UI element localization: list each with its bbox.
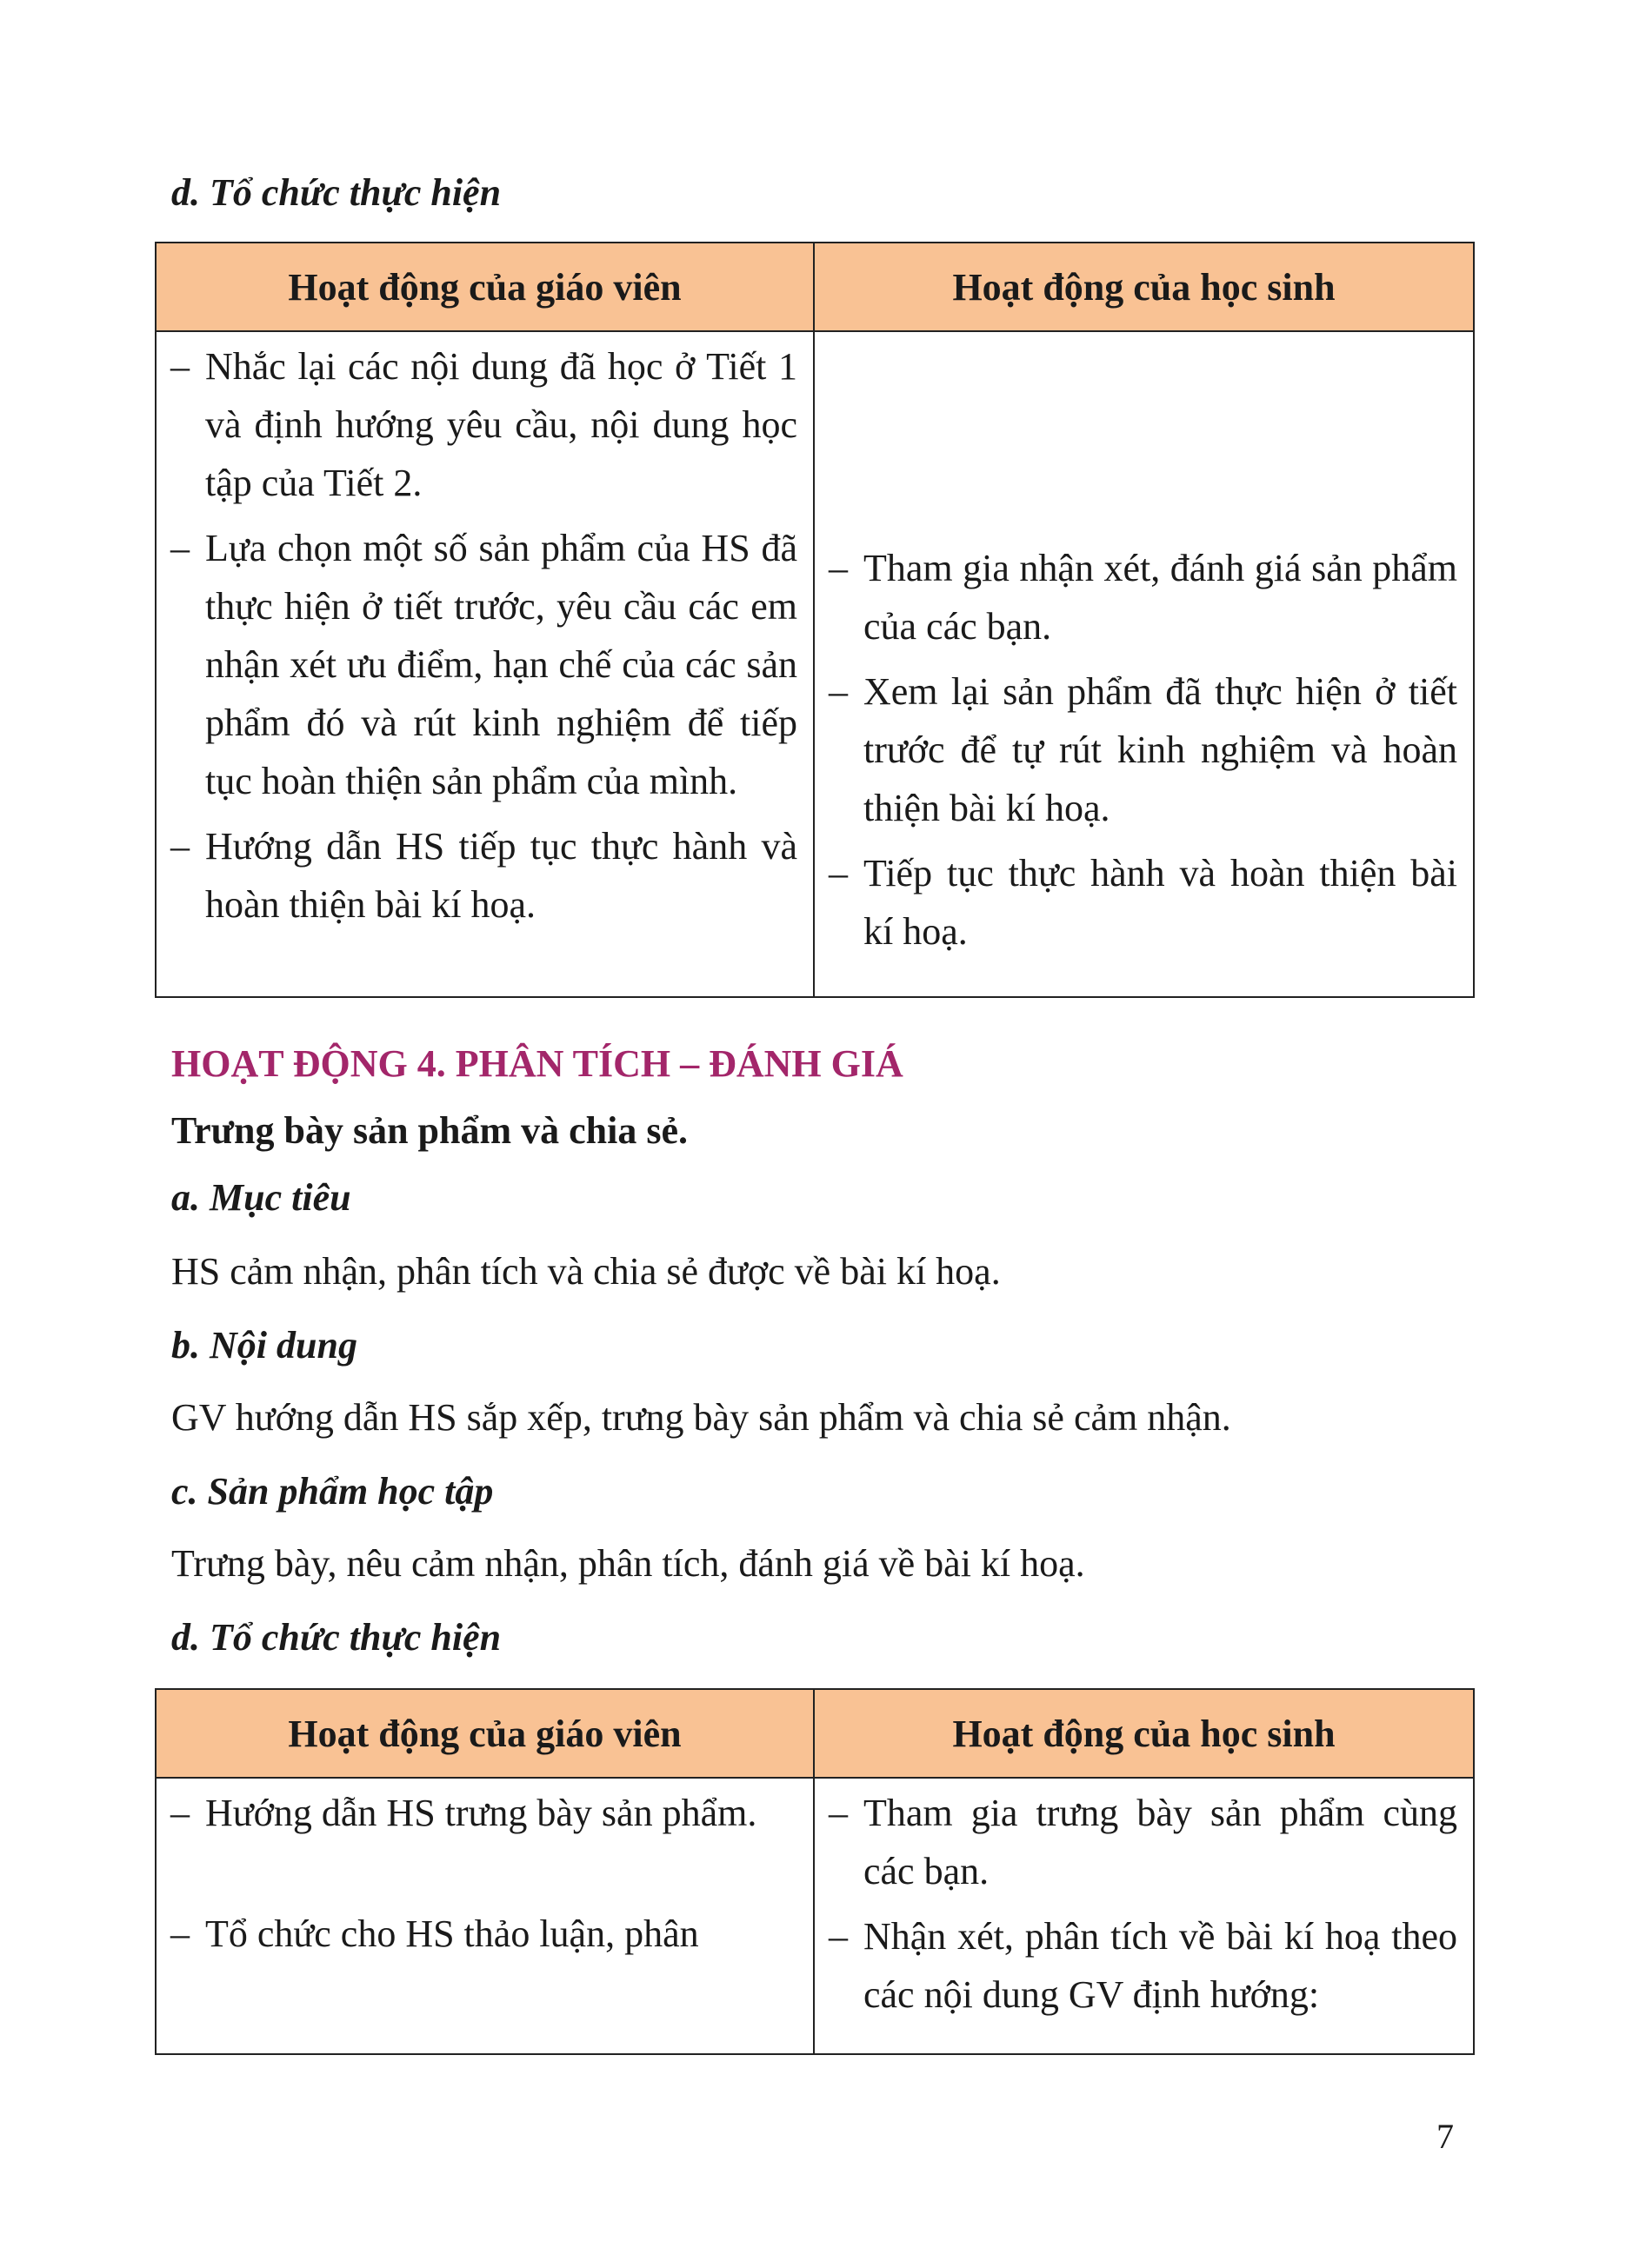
section-c-heading: c. Sản phẩm học tập xyxy=(171,1470,494,1513)
student-activities-cell xyxy=(814,1778,1474,2054)
teacher-activity-item: – Tổ chức cho HS thảo luận, phân xyxy=(170,1905,797,1963)
section-b-heading: b. Nội dung xyxy=(171,1324,357,1367)
teacher-activity-item: – Nhắc lại các nội dung đã học ở Tiết 1 và định hướng yêu cầu, nội dung học tập của Tiết 2. xyxy=(170,337,797,512)
teacher-activities-cell xyxy=(156,331,814,997)
activity-table-2 xyxy=(155,1688,1475,2055)
section-c-text: Trưng bày, nêu cảm nhận, phân tích, đánh giá về bài kí hoạ. xyxy=(171,1542,1085,1585)
section-d-heading-2: d. Tổ chức thực hiện xyxy=(171,1616,502,1659)
student-activity-item: – Tiếp tục thực hành và hoàn thiện bài kí hoạ. xyxy=(829,844,1457,961)
activity-4-title: HOẠT ĐỘNG 4. PHÂN TÍCH – ĐÁNH GIÁ xyxy=(171,1042,903,1085)
teacher-column-header: Hoạt động của giáo viên xyxy=(156,1689,814,1778)
student-activity-item: – Tham gia nhận xét, đánh giá sản phẩm của các bạn. xyxy=(829,539,1457,655)
teacher-activities-cell xyxy=(156,1778,814,2054)
student-column-header: Hoạt động của học sinh xyxy=(814,243,1474,331)
student-column-header: Hoạt động của học sinh xyxy=(814,1689,1474,1778)
activity-4-subtitle: Trưng bày sản phẩm và chia sẻ. xyxy=(171,1109,689,1152)
teacher-activity-item: – Lựa chọn một số sản phẩm của HS đã thực hiện ở tiết trước, yêu cầu các em nhận xét ưu điểm, hạn chế của các sản phẩm đó và rút kinh nghiệm để tiếp tục hoàn thiện sản phẩm của mình. xyxy=(170,519,797,810)
teacher-activity-item: – Hướng dẫn HS tiếp tục thực hành và hoàn thiện bài kí hoạ. xyxy=(170,817,797,934)
page-number: 7 xyxy=(1436,2117,1454,2156)
section-d-heading: d. Tổ chức thực hiện xyxy=(171,171,502,214)
student-activities-cell xyxy=(814,331,1474,997)
student-activity-item: – Xem lại sản phẩm đã thực hiện ở tiết trước để tự rút kinh nghiệm và hoàn thiện bài kí hoạ. xyxy=(829,662,1457,837)
student-activity-item: – Nhận xét, phân tích về bài kí hoạ theo các nội dung GV định hướng: xyxy=(829,1907,1457,2024)
section-b-text: GV hướng dẫn HS sắp xếp, trưng bày sản phẩm và chia sẻ cảm nhận. xyxy=(171,1396,1231,1439)
teacher-column-header: Hoạt động của giáo viên xyxy=(156,243,814,331)
activity-table-1 xyxy=(155,242,1475,998)
section-a-text: HS cảm nhận, phân tích và chia sẻ được về bài kí hoạ. xyxy=(171,1250,1001,1293)
section-a-heading: a. Mục tiêu xyxy=(171,1176,351,1219)
teacher-activity-item: – Hướng dẫn HS trưng bày sản phẩm. xyxy=(170,1784,797,1842)
student-activity-item: – Tham gia trưng bày sản phẩm cùng các bạn. xyxy=(829,1784,1457,1900)
